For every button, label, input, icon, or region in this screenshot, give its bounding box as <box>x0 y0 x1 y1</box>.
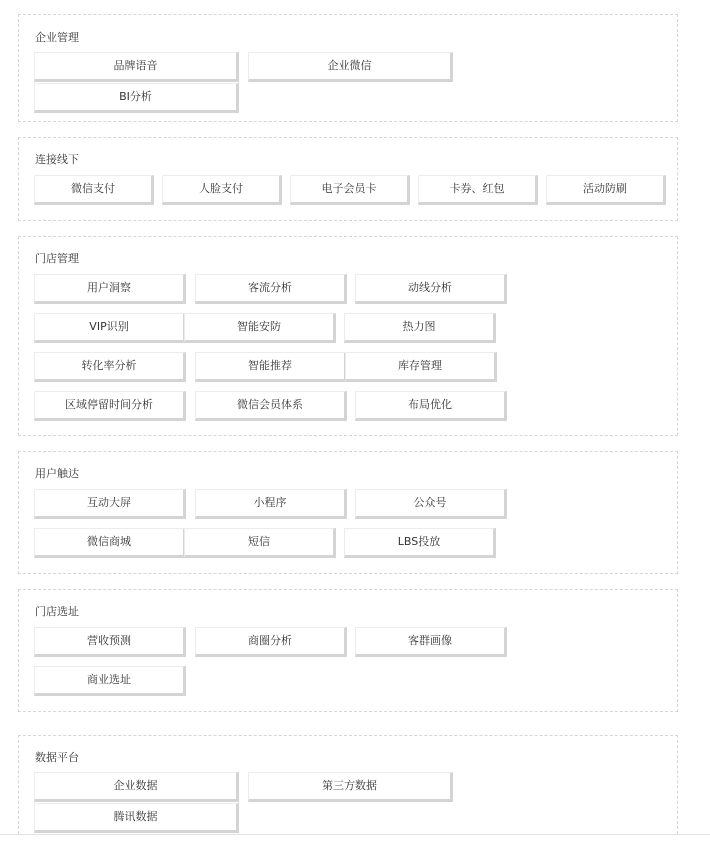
wechat-pay-button[interactable]: 微信支付 <box>34 175 154 205</box>
business-district-button[interactable]: 商圈分析 <box>195 627 347 657</box>
revenue-forecast-button[interactable]: 营收预测 <box>34 627 186 657</box>
third-party-data-button[interactable]: 第三方数据 <box>248 772 453 802</box>
layout-optimize-button[interactable]: 布局优化 <box>355 391 507 421</box>
section-enterprise <box>18 14 678 122</box>
section-store <box>18 236 678 436</box>
dwell-time-button[interactable]: 区域停留时间分析 <box>34 391 186 421</box>
heatmap-button[interactable]: 热力图 <box>344 313 496 343</box>
user-insight-button[interactable]: 用户洞察 <box>34 274 186 304</box>
tencent-data-button[interactable]: 腾讯数据 <box>34 803 239 833</box>
section-title: 门店选址 <box>35 605 79 618</box>
mini-program-button[interactable]: 小程序 <box>195 489 347 519</box>
official-account-button[interactable]: 公众号 <box>355 489 507 519</box>
bottom-divider <box>0 834 710 835</box>
smart-recommend-button[interactable]: 智能推荐 <box>195 352 347 382</box>
brand-voice-button[interactable]: 品牌语音 <box>34 52 239 82</box>
smart-security-button[interactable]: 智能安防 <box>184 313 336 343</box>
enterprise-data-button[interactable]: 企业数据 <box>34 772 239 802</box>
vip-recognition-button[interactable]: VIP识别 <box>34 313 186 343</box>
wecom-button[interactable]: 企业微信 <box>248 52 453 82</box>
site-selection-button[interactable]: 商业选址 <box>34 666 186 696</box>
anti-fraud-button[interactable]: 活动防刷 <box>546 175 666 205</box>
traffic-analysis-button[interactable]: 客流分析 <box>195 274 347 304</box>
conversion-analysis-button[interactable]: 转化率分析 <box>34 352 186 382</box>
section-title: 连接线下 <box>35 153 79 166</box>
customer-profile-button[interactable]: 客群画像 <box>355 627 507 657</box>
e-member-card-button[interactable]: 电子会员卡 <box>290 175 410 205</box>
section-data <box>18 735 678 834</box>
wechat-mall-button[interactable]: 微信商城 <box>34 528 186 558</box>
path-analysis-button[interactable]: 动线分析 <box>355 274 507 304</box>
section-offline <box>18 137 678 221</box>
inventory-button[interactable]: 库存管理 <box>345 352 497 382</box>
section-title: 企业管理 <box>35 31 79 44</box>
section-title: 用户触达 <box>35 467 79 480</box>
section-reach <box>18 451 678 574</box>
face-pay-button[interactable]: 人脸支付 <box>162 175 282 205</box>
coupons-redpacket-button[interactable]: 卡券、红包 <box>418 175 538 205</box>
section-title: 数据平台 <box>35 751 79 764</box>
sms-button[interactable]: 短信 <box>184 528 336 558</box>
interactive-screen-button[interactable]: 互动大屏 <box>34 489 186 519</box>
bi-analysis-button[interactable]: BI分析 <box>34 83 239 113</box>
section-site <box>18 589 678 712</box>
wechat-membership-button[interactable]: 微信会员体系 <box>195 391 347 421</box>
lbs-ads-button[interactable]: LBS投放 <box>344 528 496 558</box>
section-title: 门店管理 <box>35 252 79 265</box>
